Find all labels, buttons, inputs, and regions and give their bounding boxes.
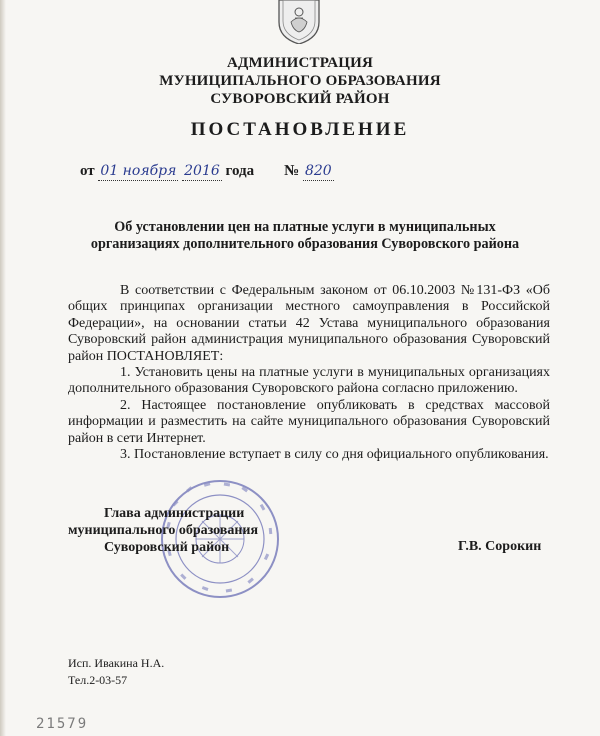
date-number-line <box>80 163 334 181</box>
clause-1: 1. Установить цены на платные услуги в муниципальных организациях дополнительного образования Суворовского района согласно приложению. <box>68 365 550 397</box>
number-label: № <box>284 163 300 179</box>
org-line-3: СУВОРОВСКИЙ РАЙОН <box>210 91 390 107</box>
document-type-title: ПОСТАНОВЛЕНИЕ <box>190 119 410 140</box>
preamble-paragraph: В соответствии с Федеральным законом от 06.10.2003 №131-ФЗ «Об общих принципах организации местного самоуправления в Российской Федерации», на основании статьи 42 Устава муниципального образования Суворовский район администрация муниципального образования Суворовский район ПОСТАНОВЛЯЕТ: <box>68 283 550 364</box>
registration-number: 21579 <box>36 716 89 732</box>
subject-line-1: Об установлении цен на платные услуги в муниципальных <box>114 219 496 235</box>
handwritten-number: 820 <box>304 163 332 179</box>
scan-edge-shadow <box>0 0 6 736</box>
document-body <box>68 283 550 463</box>
executor-info <box>68 655 164 689</box>
signatory-title <box>68 505 258 556</box>
signatory-title-line-2: муниципального образования <box>68 523 259 538</box>
signatory-title-line-3: Суворовский район <box>104 540 230 555</box>
subject-heading <box>60 219 550 253</box>
org-line-1: АДМИНИСТРАЦИЯ <box>227 55 373 71</box>
executor-name: Исп. Ивакина Н.А. <box>68 656 165 670</box>
handwritten-year: 2016 <box>184 163 220 179</box>
signatory-title-line-1: Глава администрации <box>104 506 245 521</box>
year-suffix: года <box>225 163 255 179</box>
executor-phone: Тел.2-03-57 <box>68 673 128 687</box>
clause-3: 3. Постановление вступает в силу со дня официального опубликования. <box>120 447 549 463</box>
signatory-name: Г.В. Сорокин <box>458 539 542 554</box>
coat-of-arms-icon <box>271 0 327 44</box>
handwritten-date: 01 ноября <box>100 163 177 179</box>
date-prefix: от <box>80 163 95 179</box>
clause-2: 2. Настоящее постановление опубликовать в средствах массовой информации и разместить на сайте муниципального образования Суворовский район в сети Интернет. <box>68 397 550 446</box>
org-line-2: МУНИЦИПАЛЬНОГО ОБРАЗОВАНИЯ <box>159 73 441 89</box>
subject-line-2: организациях дополнительного образования Суворовского района <box>90 236 520 252</box>
